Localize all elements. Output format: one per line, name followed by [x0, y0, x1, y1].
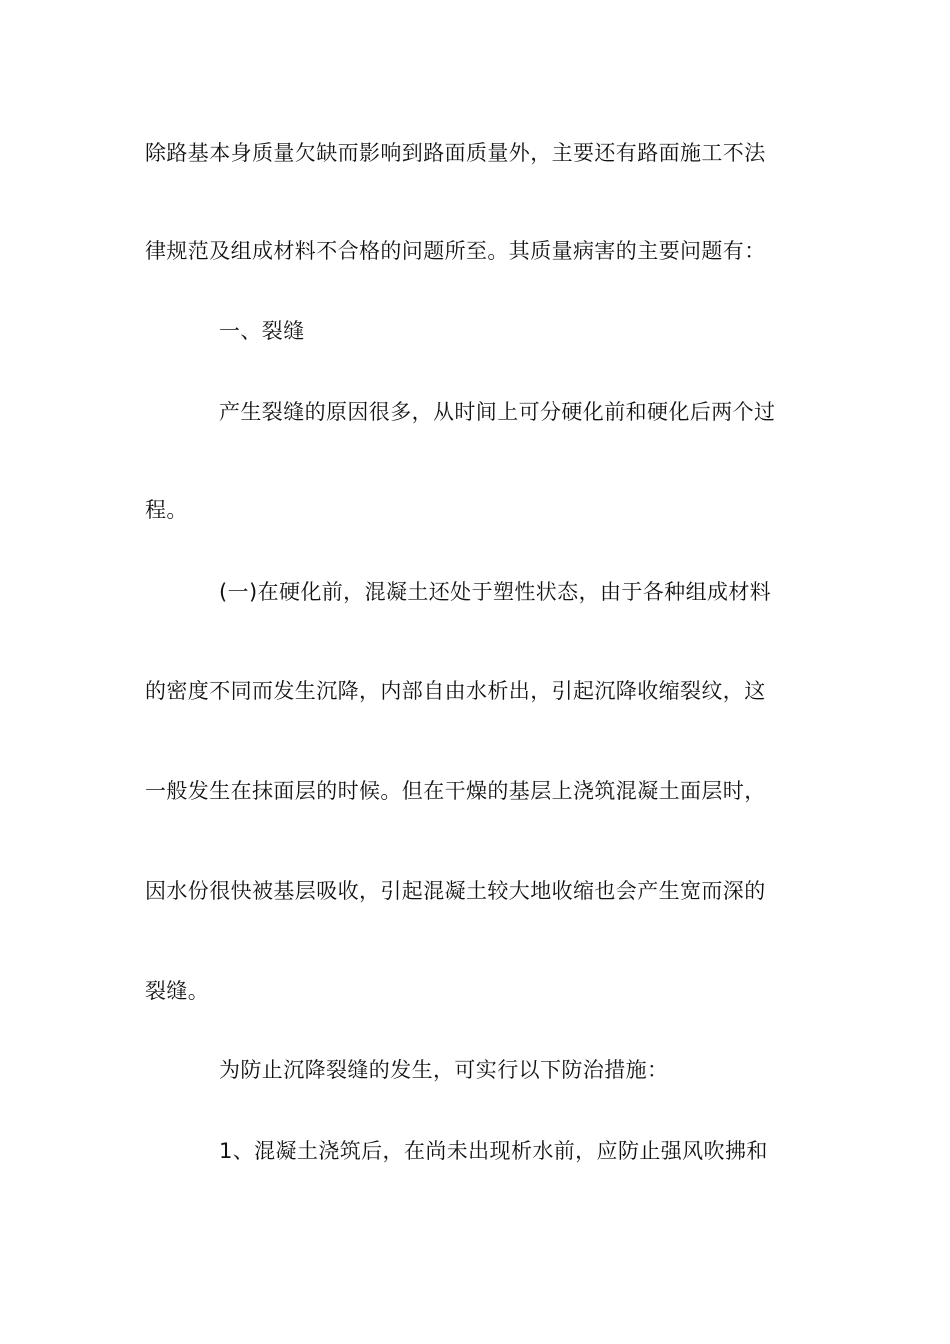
paragraph-line-1: 除路基本身质量欠缺而影响到路面质量外，主要还有路面施工不法	[145, 141, 766, 165]
paragraph-line-8: 因水份很快被基层吸收，引起混凝土较大地收缩也会产生宽而深的	[145, 879, 766, 903]
paragraph-line-2: 律规范及组成材料不合格的问题所至。其质量病害的主要问题有：	[145, 239, 766, 263]
paragraph-line-11: 1、混凝土浇筑后，在尚未出现析水前，应防止强风吹拂和	[219, 1139, 768, 1163]
paragraph-line-5: (一)在硬化前，混凝土还处于塑性状态，由于各种组成材料	[219, 580, 772, 604]
section-heading: 一、裂缝	[219, 319, 305, 343]
paragraph-line-4: 程。	[145, 498, 188, 522]
paragraph-line-9: 裂缝。	[145, 979, 210, 1003]
paragraph-line-7: 一般发生在抹面层的时候。但在干燥的基层上浇筑混凝土面层时，	[145, 779, 766, 803]
paragraph-line-10: 为防止沉降裂缝的发生，可实行以下防治措施：	[219, 1058, 669, 1082]
paragraph-line-6: 的密度不同而发生沉降，内部自由水析出，引起沉降收缩裂纹，这	[145, 679, 766, 703]
paragraph-line-3: 产生裂缝的原因很多，从时间上可分硬化前和硬化后两个过	[219, 400, 776, 424]
